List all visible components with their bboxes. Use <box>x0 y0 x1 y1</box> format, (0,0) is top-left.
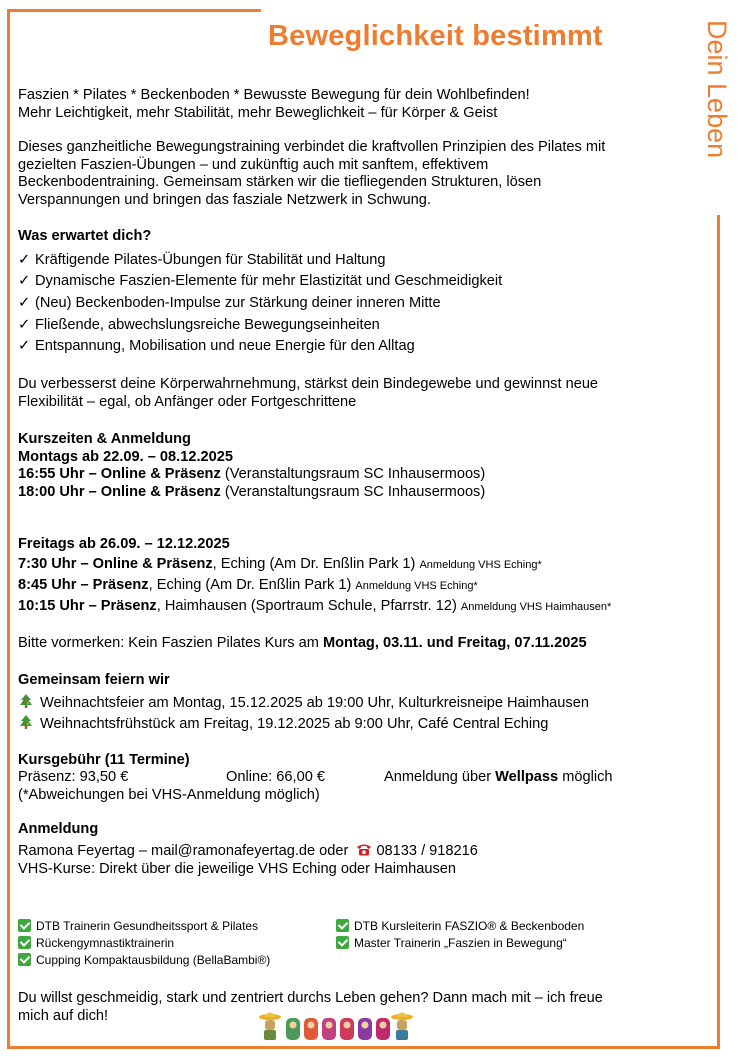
flyer-content <box>18 87 698 878</box>
fees-heading: Kursgebühr (11 Termine) <box>18 751 190 768</box>
closing-line-1: Du willst geschmeidig, stark und zentriert durchs Leben gehen? Dann mach mit – ich freue <box>18 990 603 1006</box>
expect-item: ✓ Kräftigende Pilates-Übungen für Stabilität und Haltung <box>18 250 698 272</box>
description-line-2: gezielten Faszien-Übungen – und zukünftig auch mit sanftem, effektivem <box>18 156 489 173</box>
side-text-container <box>697 20 737 220</box>
friday-slot-3: 10:15 Uhr – Präsenz, Haimhausen (Sportraum Schule, Pfarrstr. 12) Anmeldung VHS Haimhausen* <box>18 597 612 614</box>
fees-note: (*Abweichungen bei VHS-Anmeldung möglich) <box>18 786 320 803</box>
celebrate-item: Weihnachtsfeier am Montag, 15.12.2025 ab 19:00 Uhr, Kulturkreisneipe Haimhausen <box>18 693 698 714</box>
closing-line-2: mich auf dich! <box>18 1008 109 1024</box>
frame-right-line <box>717 215 720 1049</box>
friday-slot-2: 8:45 Uhr – Präsenz, Eching (Am Dr. Enßlin Park 1) Anmeldung VHS Eching* <box>18 576 478 593</box>
celebrate-item: Weihnachtsfrühstück am Freitag, 19.12.2025 ab 9:00 Uhr, Café Central Eching <box>18 714 698 735</box>
green-checkbox-icon <box>336 919 349 932</box>
check-mark-icon: ✓ <box>18 273 31 290</box>
monday-heading: Montags ab 22.09. – 08.12.2025 <box>18 448 233 465</box>
phone-number: 08133 / 918216 <box>376 842 478 859</box>
christmas-tree-icon <box>18 714 34 730</box>
green-checkbox-icon <box>336 936 349 949</box>
qualification-item: Cupping Kompaktausbildung (BellaBambi®) <box>18 952 270 969</box>
qualification-item: DTB Trainerin Gesundheitssport & Pilates <box>18 918 270 935</box>
green-checkbox-icon <box>18 936 31 949</box>
schedule-heading: Kurszeiten & Anmeldung <box>18 431 191 448</box>
check-mark-icon: ✓ <box>18 251 31 268</box>
benefit-line-2: Flexibilität – egal, ob Anfänger oder Fortgeschrittene <box>18 393 357 410</box>
frame-bottom-line <box>7 1046 720 1049</box>
intro-line-2: Mehr Leichtigkeit, mehr Stabilität, mehr Beweglichkeit – für Körper & Geist <box>18 104 498 121</box>
description-line-3: Beckenbodentraining. Gemeinsam stärken wir die tiefliegenden Strukturen, lösen <box>18 174 542 190</box>
monday-slot-2: 18:00 Uhr – Online & Präsenz (Veranstaltungsraum SC Inhausermoos) <box>18 483 486 500</box>
registration-contact: Ramona Feyertag – mail@ramonafeyertag.de oder 08133 / 918216 <box>18 842 478 859</box>
expect-item: ✓ (Neu) Beckenboden-Impulse zur Stärkung deiner inneren Mitte <box>18 293 698 315</box>
fee-presence: Präsenz: 93,50 € <box>18 769 129 786</box>
christmas-tree-icon <box>18 693 34 709</box>
description-line-4: Verspannungen und bringen das fasziale Netzwerk in Schwung. <box>18 191 431 208</box>
intro-line-1: Faszien * Pilates * Beckenboden * Bewusste Bewegung für dein Wohlbefinden! <box>18 87 530 103</box>
side-text: Dein Leben <box>702 20 732 159</box>
expect-item: ✓ Fließende, abwechslungsreiche Bewegungseinheiten <box>18 315 698 337</box>
registration-heading: Anmeldung <box>18 821 99 838</box>
registration-vhs: VHS-Kurse: Direkt über die jeweilige VHS Eching oder Haimhausen <box>18 860 457 877</box>
monday-slot-1: 16:55 Uhr – Online & Präsenz (Veranstaltungsraum SC Inhausermoos) <box>18 466 486 483</box>
telephone-icon <box>356 843 372 856</box>
check-mark-icon: ✓ <box>18 316 31 333</box>
expect-item: ✓ Dynamische Faszien-Elemente für mehr Elastizität und Geschmeidigkeit <box>18 271 698 293</box>
qualifications-left <box>18 918 270 969</box>
qualification-item: Master Trainerin „Faszien in Bewegung“ <box>336 935 584 952</box>
course-break-notice: Bitte vormerken: Kein Faszien Pilates Kurs am Montag, 03.11. und Freitag, 07.11.2025 <box>18 634 587 651</box>
qualifications-right <box>336 918 584 952</box>
celebrate-heading: Gemeinsam feiern wir <box>18 672 170 689</box>
frame-left-line <box>7 9 10 1049</box>
qualification-item: Rückengymnastiktrainerin <box>18 935 270 952</box>
green-checkbox-icon <box>18 919 31 932</box>
expect-heading: Was erwartet dich? <box>18 228 152 244</box>
green-checkbox-icon <box>18 953 31 966</box>
frame-top-line <box>7 9 261 12</box>
fee-wellpass: Anmeldung über Wellpass möglich <box>384 769 613 786</box>
fee-online: Online: 66,00 € <box>226 769 325 786</box>
check-mark-icon: ✓ <box>18 338 31 355</box>
qualification-item: DTB Kursleiterin FASZIO® & Beckenboden <box>336 918 584 935</box>
page-title: Beweglichkeit bestimmt <box>268 20 603 52</box>
benefit-line-1: Du verbesserst deine Körperwahrnehmung, stärkst dein Bindegewebe und gewinnst neue <box>18 376 599 393</box>
friday-slot-1: 7:30 Uhr – Online & Präsenz, Eching (Am Dr. Enßlin Park 1) Anmeldung VHS Eching* <box>18 555 542 572</box>
fees-line <box>18 769 698 787</box>
decorative-figures-graphic <box>256 1010 416 1042</box>
friday-heading: Freitags ab 26.09. – 12.12.2025 <box>18 536 230 553</box>
description-line-1: Dieses ganzheitliche Bewegungstraining verbindet die kraftvollen Prinzipien des Pilates mit <box>18 139 606 155</box>
expect-item: ✓ Entspannung, Mobilisation und neue Energie für den Alltag <box>18 336 698 358</box>
check-mark-icon: ✓ <box>18 294 31 311</box>
